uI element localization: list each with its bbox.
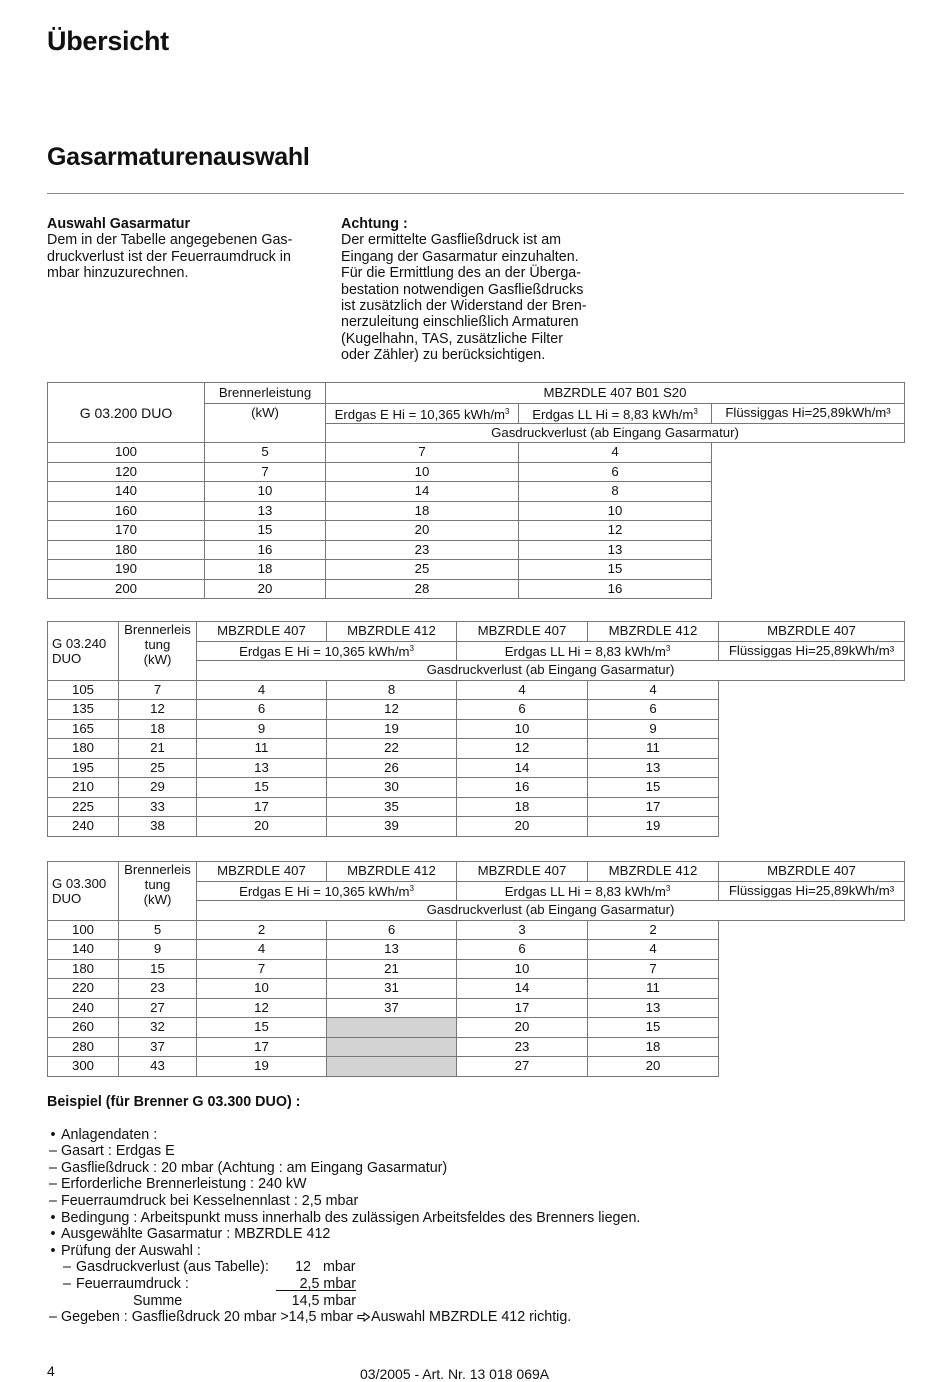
pressure-loss-cell: 10 xyxy=(457,719,588,739)
pressure-loss-cell: 10 xyxy=(197,979,327,999)
pressure-loss-cell: 7 xyxy=(205,462,326,482)
pressure-loss-cell xyxy=(327,1037,457,1057)
table-body xyxy=(48,680,905,836)
arrow-right-icon xyxy=(357,1312,371,1322)
burner-output-cell: 120 xyxy=(48,462,205,482)
pressure-loss-cell: 4 xyxy=(588,940,719,960)
list-item: • Prüfung der Auswahl : xyxy=(50,1242,201,1259)
pressure-loss-cell: 35 xyxy=(327,797,457,817)
pressure-loss-cell: 3 xyxy=(457,920,588,940)
table-row xyxy=(48,521,905,541)
section-divider xyxy=(47,193,904,194)
intro-left-line: druckverlust ist der Feuerraumdruck in xyxy=(47,248,291,265)
pressure-loss-cell: 5 xyxy=(205,443,326,463)
pressure-loss-cell: 20 xyxy=(588,1057,719,1077)
gas-header: Flüssiggas Hi=25,89kWh/m³ xyxy=(712,404,905,424)
pressure-loss-cell: 13 xyxy=(205,501,326,521)
burner-output-cell: 240 xyxy=(48,817,119,837)
burner-output-cell: 225 xyxy=(48,797,119,817)
table-row xyxy=(48,1018,905,1038)
example-title: Beispiel (für Brenner G 03.300 DUO) : xyxy=(47,1094,301,1110)
list-item: • Anlagendaten : xyxy=(50,1126,158,1143)
list-item: – Feuerraumdruck bei Kesselnennlast : 2,5 mbar xyxy=(49,1192,359,1209)
list-item: – Gasfließdruck : 20 mbar (Achtung : am Eingang Gasarmatur) xyxy=(49,1159,448,1176)
pressure-loss-cell: 29 xyxy=(119,778,197,798)
pressure-loss-label: Gasdruckverlust (ab Eingang Gasarmatur) xyxy=(197,901,905,921)
intro-right-line: bestation notwendigen Gasfließdrucks xyxy=(341,281,584,298)
pressure-loss-cell: 11 xyxy=(197,739,327,759)
pressure-loss-cell: 19 xyxy=(197,1057,327,1077)
page-header: Übersicht xyxy=(47,26,169,56)
pressure-loss-cell: 21 xyxy=(327,959,457,979)
gas-header: Erdgas LL Hi = 8,83 kWh/$m^3$ xyxy=(519,404,712,424)
pressure-loss-cell: 15 xyxy=(519,560,712,580)
pressure-loss-cell: 6 xyxy=(327,920,457,940)
table-row xyxy=(48,817,905,837)
pressure-loss-cell: 17 xyxy=(197,1037,327,1057)
intro-right xyxy=(341,216,641,364)
valve-header: MBZRDLE 407 B01 S20 xyxy=(326,383,905,404)
table-row xyxy=(48,560,905,580)
pressure-loss-cell: 9 xyxy=(197,719,327,739)
valve-header: MBZRDLE 407 xyxy=(457,622,588,642)
pressure-loss-label: Gasdruckverlust (ab Eingang Gasarmatur) xyxy=(197,661,905,681)
table-row xyxy=(48,700,905,720)
calc-value: 12 xyxy=(295,1259,311,1276)
pressure-loss-cell: 15 xyxy=(197,778,327,798)
pressure-loss-cell: 16 xyxy=(205,540,326,560)
table-row xyxy=(48,920,905,940)
list-item: • Ausgewählte Gasarmatur : MBZRDLE 412 xyxy=(50,1226,331,1243)
page-number: 4 xyxy=(47,1363,55,1379)
table-row xyxy=(48,443,905,463)
pressure-loss-cell: 16 xyxy=(457,778,588,798)
pressure-loss-cell: 19 xyxy=(588,817,719,837)
pressure-loss-cell: 10 xyxy=(205,482,326,502)
pressure-loss-cell: 19 xyxy=(327,719,457,739)
gas-valve-table-g03300 xyxy=(47,861,905,1077)
sum-value: 14,5 mbar xyxy=(291,1292,356,1309)
calc-line: – Feuerraumdruck : 2,5 mbar xyxy=(63,1275,356,1292)
pressure-loss-cell: 23 xyxy=(326,540,519,560)
pressure-loss-cell: 12 xyxy=(197,998,327,1018)
pressure-loss-cell: 7 xyxy=(588,959,719,979)
pressure-loss-cell: 17 xyxy=(588,797,719,817)
pressure-loss-cell: 4 xyxy=(197,940,327,960)
burner-output-cell: 190 xyxy=(48,560,205,580)
intro-right-line: (Kugelhahn, TAS, zusätzliche Filter xyxy=(341,330,563,347)
table-row xyxy=(48,482,905,502)
pressure-loss-cell: 20 xyxy=(326,521,519,541)
pressure-loss-cell: 13 xyxy=(588,758,719,778)
gas-valve-table-g03200 xyxy=(47,382,905,599)
gas-header: Erdgas LL Hi = 8,83 kWh/$m^3$ xyxy=(457,641,719,661)
pressure-loss-cell: 20 xyxy=(197,817,327,837)
pressure-loss-cell: 2 xyxy=(197,920,327,940)
pressure-loss-cell: 10 xyxy=(326,462,519,482)
list-item: – Gegeben : Gasfließdruck 20 mbar >14,5 mbar Auswahl MBZRDLE 412 richtig. xyxy=(49,1309,572,1326)
pressure-loss-cell: 15 xyxy=(119,959,197,979)
pressure-loss-cell: 20 xyxy=(457,1018,588,1038)
pressure-loss-cell: 20 xyxy=(457,817,588,837)
intro-left-line: mbar hinzuzurechnen. xyxy=(47,265,189,282)
pressure-loss-cell: 31 xyxy=(327,979,457,999)
example-section xyxy=(47,1094,867,1326)
pressure-loss-cell: 23 xyxy=(457,1037,588,1057)
pressure-loss-cell: 5 xyxy=(119,920,197,940)
pressure-loss-cell: 7 xyxy=(326,443,519,463)
table-row xyxy=(48,680,905,700)
intro-right-line: oder Zähler) zu berücksichtigen. xyxy=(341,347,546,364)
burner-label: Brennerleis tung (kW) xyxy=(119,862,197,921)
pressure-loss-cell: 25 xyxy=(119,758,197,778)
intro-right-line: ist zusätzlich der Widerstand der Bren- xyxy=(341,298,587,315)
gas-valve-table-g03240 xyxy=(47,621,905,837)
pressure-loss-cell: 11 xyxy=(588,739,719,759)
pressure-loss-cell: 2 xyxy=(588,920,719,940)
intro-right-heading: Achtung : xyxy=(341,216,408,232)
pressure-loss-cell: 12 xyxy=(327,700,457,720)
pressure-loss-cell: 13 xyxy=(327,940,457,960)
list-item: – Gasart : Erdgas E xyxy=(49,1143,175,1160)
burner-output-cell: 240 xyxy=(48,998,119,1018)
pressure-loss-cell: 16 xyxy=(519,579,712,599)
table-row xyxy=(48,501,905,521)
table-row xyxy=(48,959,905,979)
burner-output-cell: 100 xyxy=(48,920,119,940)
pressure-loss-cell: 26 xyxy=(327,758,457,778)
calc-sum-line xyxy=(47,1293,867,1310)
pressure-loss-cell: 13 xyxy=(519,540,712,560)
intro-left xyxy=(47,216,327,282)
pressure-loss-cell: 27 xyxy=(119,998,197,1018)
pressure-loss-cell: 8 xyxy=(519,482,712,502)
burner-output-cell: 140 xyxy=(48,482,205,502)
intro-right-line: Für die Ermittlung des an der Überga- xyxy=(341,265,581,282)
gas-header: Erdgas E Hi = 10,365 kWh/$m^3$ xyxy=(197,641,457,661)
table-body xyxy=(48,443,905,599)
calc-line: – Gasdruckverlust (aus Tabelle): 12 mbar xyxy=(63,1259,356,1276)
pressure-loss-cell: 8 xyxy=(327,680,457,700)
burner-label: Brennerleis tung (kW) xyxy=(119,622,197,681)
burner-output-cell: 160 xyxy=(48,501,205,521)
valve-header: MBZRDLE 412 xyxy=(588,862,719,882)
calc-value: 2,5 mbar xyxy=(276,1276,356,1291)
pressure-loss-cell: 7 xyxy=(197,959,327,979)
pressure-loss-cell: 18 xyxy=(588,1037,719,1057)
pressure-loss-cell: 10 xyxy=(519,501,712,521)
pressure-loss-cell: 23 xyxy=(119,979,197,999)
burner-output-cell: 220 xyxy=(48,979,119,999)
pressure-loss-cell: 13 xyxy=(588,998,719,1018)
pressure-loss-cell xyxy=(327,1018,457,1038)
model-cell: G 03.300 DUO xyxy=(48,862,119,921)
pressure-loss-cell: 15 xyxy=(588,778,719,798)
table-row xyxy=(48,940,905,960)
intro-left-line: Dem in der Tabelle angegebenen Gas- xyxy=(47,232,293,249)
valve-header: MBZRDLE 407 xyxy=(197,862,327,882)
pressure-loss-cell: 18 xyxy=(119,719,197,739)
pressure-loss-cell: 13 xyxy=(197,758,327,778)
unit-label: (kW) xyxy=(205,404,326,443)
pressure-loss-cell: 6 xyxy=(457,940,588,960)
pressure-loss-cell: 18 xyxy=(457,797,588,817)
pressure-loss-cell: 15 xyxy=(205,521,326,541)
model-cell: G 03.240 DUO xyxy=(48,622,119,681)
pressure-loss-cell: 20 xyxy=(205,579,326,599)
burner-output-cell: 300 xyxy=(48,1057,119,1077)
pressure-loss-cell: 12 xyxy=(119,700,197,720)
intro-left-heading: Auswahl Gasarmatur xyxy=(47,216,191,232)
table-row xyxy=(48,1037,905,1057)
burner-output-cell: 180 xyxy=(48,540,205,560)
pressure-loss-cell: 10 xyxy=(457,959,588,979)
pressure-loss-cell: 6 xyxy=(519,462,712,482)
gas-header: Erdgas E Hi = 10,365 kWh/$m^3$ xyxy=(197,881,457,901)
gas-header: Erdgas LL Hi = 8,83 kWh/$m^3$ xyxy=(457,881,719,901)
pressure-loss-cell: 4 xyxy=(457,680,588,700)
pressure-loss-cell: 22 xyxy=(327,739,457,759)
table-row xyxy=(48,778,905,798)
burner-output-cell: 280 xyxy=(48,1037,119,1057)
pressure-loss-cell: 6 xyxy=(588,700,719,720)
intro-right-line: nerzuleitung einschließlich Armaturen xyxy=(341,314,579,331)
table-row xyxy=(48,979,905,999)
valve-header: MBZRDLE 412 xyxy=(588,622,719,642)
burner-label: Brennerleistung xyxy=(205,383,326,404)
table-row xyxy=(48,998,905,1018)
pressure-loss-cell: 9 xyxy=(119,940,197,960)
pressure-loss-cell: 9 xyxy=(588,719,719,739)
table-row xyxy=(48,739,905,759)
pressure-loss-cell: 38 xyxy=(119,817,197,837)
pressure-loss-cell: 12 xyxy=(519,521,712,541)
pressure-loss-cell xyxy=(327,1057,457,1077)
model-cell: G 03.200 DUO xyxy=(48,383,205,443)
table-row xyxy=(48,1057,905,1077)
valve-header: MBZRDLE 407 xyxy=(719,622,905,642)
table-row xyxy=(48,462,905,482)
burner-output-cell: 135 xyxy=(48,700,119,720)
pressure-loss-cell: 17 xyxy=(197,797,327,817)
pressure-loss-cell: 7 xyxy=(119,680,197,700)
table-row xyxy=(48,758,905,778)
burner-output-cell: 140 xyxy=(48,940,119,960)
valve-header: MBZRDLE 407 xyxy=(457,862,588,882)
pressure-loss-cell: 32 xyxy=(119,1018,197,1038)
pressure-loss-cell: 12 xyxy=(457,739,588,759)
valve-header: MBZRDLE 412 xyxy=(327,622,457,642)
burner-output-cell: 105 xyxy=(48,680,119,700)
pressure-loss-cell: 27 xyxy=(457,1057,588,1077)
pressure-loss-cell: 14 xyxy=(457,758,588,778)
calc-unit: mbar xyxy=(323,1259,356,1276)
burner-output-cell: 170 xyxy=(48,521,205,541)
pressure-loss-cell: 14 xyxy=(326,482,519,502)
table-row xyxy=(48,797,905,817)
burner-output-cell: 180 xyxy=(48,959,119,979)
burner-output-cell: 100 xyxy=(48,443,205,463)
pressure-loss-cell: 15 xyxy=(588,1018,719,1038)
list-item: – Erforderliche Brennerleistung : 240 kW xyxy=(49,1176,307,1193)
burner-output-cell: 165 xyxy=(48,719,119,739)
pressure-loss-cell: 4 xyxy=(588,680,719,700)
table-row xyxy=(48,540,905,560)
pressure-loss-cell: 43 xyxy=(119,1057,197,1077)
table-row xyxy=(48,579,905,599)
burner-output-cell: 195 xyxy=(48,758,119,778)
pressure-loss-label: Gasdruckverlust (ab Eingang Gasarmatur) xyxy=(326,423,905,443)
valve-header: MBZRDLE 407 xyxy=(197,622,327,642)
gas-header: Erdgas E Hi = 10,365 kWh/$m^3$ xyxy=(326,404,519,424)
table-body xyxy=(48,920,905,1076)
pressure-loss-cell: 37 xyxy=(327,998,457,1018)
pressure-loss-cell: 25 xyxy=(326,560,519,580)
valve-header: MBZRDLE 407 xyxy=(719,862,905,882)
pressure-loss-cell: 6 xyxy=(197,700,327,720)
pressure-loss-cell: 18 xyxy=(205,560,326,580)
intro-right-line: Eingang der Gasarmatur einzuhalten. xyxy=(341,248,579,265)
burner-output-cell: 260 xyxy=(48,1018,119,1038)
gas-header: Flüssiggas Hi=25,89kWh/m³ xyxy=(719,881,905,901)
pressure-loss-cell: 6 xyxy=(457,700,588,720)
pressure-loss-cell: 17 xyxy=(457,998,588,1018)
valve-header: MBZRDLE 412 xyxy=(327,862,457,882)
pressure-loss-cell: 4 xyxy=(197,680,327,700)
pressure-loss-cell: 18 xyxy=(326,501,519,521)
pressure-loss-cell: 4 xyxy=(519,443,712,463)
pressure-loss-cell: 14 xyxy=(457,979,588,999)
burner-output-cell: 180 xyxy=(48,739,119,759)
gas-header: Flüssiggas Hi=25,89kWh/m³ xyxy=(719,641,905,661)
pressure-loss-cell: 21 xyxy=(119,739,197,759)
pressure-loss-cell: 11 xyxy=(588,979,719,999)
intro-right-line: Der ermittelte Gasfließdruck ist am xyxy=(341,232,562,249)
article-number: 03/2005 - Art. Nr. 13 018 069A xyxy=(360,1366,550,1382)
pressure-loss-cell: 28 xyxy=(326,579,519,599)
burner-output-cell: 200 xyxy=(48,579,205,599)
pressure-loss-cell: 39 xyxy=(327,817,457,837)
pressure-loss-cell: 33 xyxy=(119,797,197,817)
list-item: • Bedingung : Arbeitspunkt muss innerhalb des zulässigen Arbeitsfeldes des Brenners liegen. xyxy=(50,1209,641,1226)
table-row xyxy=(48,719,905,739)
sum-label: Summe xyxy=(133,1292,183,1309)
pressure-loss-cell: 37 xyxy=(119,1037,197,1057)
pressure-loss-cell: 15 xyxy=(197,1018,327,1038)
burner-output-cell: 210 xyxy=(48,778,119,798)
pressure-loss-cell: 30 xyxy=(327,778,457,798)
section-title: Gasarmaturenauswahl xyxy=(47,143,310,171)
